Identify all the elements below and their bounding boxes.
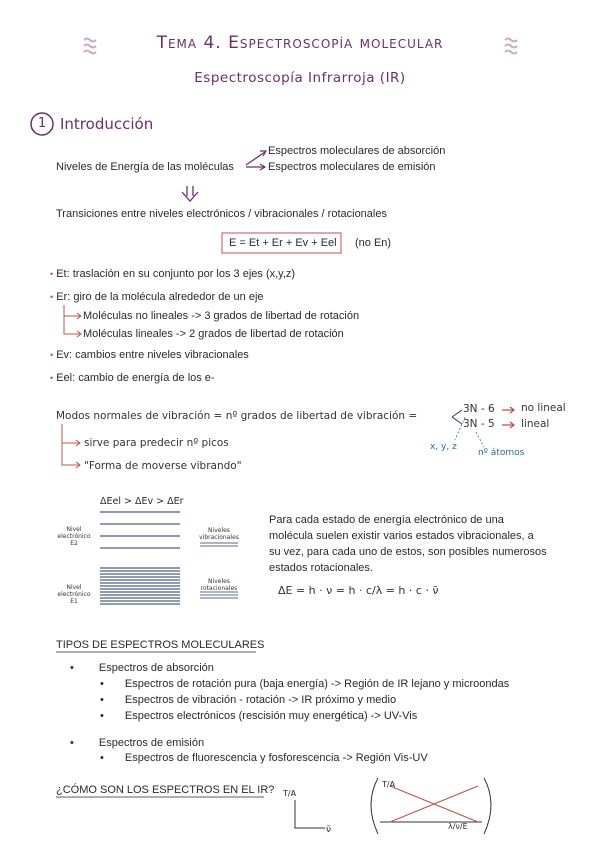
energy-levels-e1 [100, 568, 180, 604]
branch-arrows [246, 151, 266, 170]
modes-sub-arrows [62, 424, 80, 468]
modes-nonlinear: 3N - 6 [463, 403, 495, 415]
modes-nonlinear-label: no lineal [521, 402, 566, 414]
ir-axis-x-1: ν̄ [326, 825, 332, 835]
er-sub-arrows [64, 305, 81, 337]
double-down-arrow [182, 186, 198, 201]
bullet-ev-text: Ev: cambios entre niveles vibracionales [56, 349, 249, 361]
abs-subitem-text: Espectros de rotación pura (baja energía) -> Región de IR lejano y microondas [124, 678, 510, 690]
emi-subitem-text: Espectros de fluorescencia y fosforescencia -> Región Vis-UV [124, 752, 428, 764]
ir-heading: ¿CÓMO SON LOS ESPECTROS EN EL IR? [56, 784, 275, 796]
abs-subitem [100, 694, 396, 706]
xyz-note: x, y, z [430, 442, 457, 452]
modes-linear: 3N - 5 [463, 418, 495, 430]
ir-axis-x-2: λ/ν/E [448, 822, 468, 831]
emission-item [70, 737, 204, 749]
label-vib: Niveles vibracionales [199, 527, 239, 541]
modes-sub-peaks: sirve para predecir nº picos [84, 437, 229, 449]
modes-sub-shape: "Forma de moverse vibrando" [84, 460, 242, 472]
modes-linear-label: lineal [521, 418, 550, 430]
label-e2: Nivel electrónico E2 [57, 526, 91, 547]
paragraph-line-1: Para cada estado de energía electrónico de una [269, 514, 504, 526]
bullet-dot: • [100, 710, 104, 722]
levels-label: Niveles de Energía de las moléculas [56, 161, 234, 173]
bullet-et [50, 268, 295, 280]
bullet-dot: • [50, 350, 54, 360]
er-sub-linear: Moléculas lineales -> 2 grados de libertad de rotación [83, 328, 344, 340]
transitions-text: Transiciones entre niveles electrónicos / vibracionales / rotacionales [56, 208, 387, 220]
er-sub-nonlinear: Moléculas no lineales -> 3 grados de libertad de rotación [83, 310, 360, 322]
bullet-er-text: Er: giro de la molécula alrededor de un eje [56, 291, 264, 303]
section-title: Introducción [60, 115, 154, 133]
bullet-dot: • [70, 737, 74, 749]
emission-text: Espectros de emisión [98, 737, 205, 749]
page-title: Tema 4. Espectroscopía molecular [156, 33, 444, 53]
bullet-et-text: Et: traslación en su conjunto por los 3 ejes (x,y,z) [56, 268, 296, 280]
label-rot: Niveles rotacionales [200, 578, 238, 592]
label-e1: Nivel electrónico E1 [57, 584, 91, 605]
abs-subitem [100, 710, 417, 722]
abs-subitem-text: Espectros de vibración - rotación -> IR próximo y medio [124, 694, 397, 706]
emi-subitem [100, 752, 428, 764]
paragraph-line-3: su vez, para cada uno de estos, son posibles numerosos [269, 546, 547, 558]
absorption-text: Espectros de absorción [98, 662, 214, 674]
bullet-ev [50, 349, 249, 361]
ir-axis-y-2: T/A [382, 780, 396, 789]
atoms-note: nº átomos [478, 448, 525, 458]
abs-subitem-text: Espectros electrónicos (rescisión muy energética) -> UV-Vis [124, 710, 418, 722]
bullet-dot: • [50, 292, 54, 302]
energy-equation: E = Et + Er + Ev + Eel [229, 237, 337, 249]
bullet-eel [50, 372, 215, 384]
equation-note: (no En) [355, 237, 392, 249]
modes-brace [452, 410, 462, 424]
branch-absorption: Espectros moleculares de absorción [268, 145, 446, 157]
energy-levels-e2 [100, 512, 180, 548]
bullet-dot: • [50, 269, 54, 279]
bullet-dot: • [100, 752, 104, 764]
modes-line: Modos normales de vibración = nº grados de libertad de vibración = [56, 410, 418, 422]
types-heading: TIPOS DE ESPECTROS MOLECULARES [56, 639, 265, 651]
absorption-item [70, 662, 214, 674]
paragraph-line-4: estados rotacionales. [269, 562, 373, 574]
bullet-dot: • [50, 373, 54, 383]
bullet-eel-text: Eel: cambio de energía de los e- [56, 372, 215, 384]
section-number: 1 [38, 116, 47, 131]
bullet-dot: • [70, 662, 74, 674]
modes-result-arrows [502, 407, 514, 428]
ir-axis-y-1: T/A [283, 789, 297, 798]
delta-e-formula: ΔE = h · ν = h · c/λ = h · c · ν̄ [278, 584, 439, 597]
bullet-dot: • [100, 678, 104, 690]
bullet-dot: • [100, 694, 104, 706]
page-subtitle: Espectroscopía Infrarroja (IR) [194, 70, 406, 86]
bullet-er [50, 291, 264, 303]
ir-sketch-axes-1 [295, 800, 325, 828]
abs-subitem [100, 678, 509, 690]
branch-emission: Espectros moleculares de emisión [268, 161, 436, 173]
energy-order: ΔEel > ΔEv > ΔEr [100, 496, 184, 507]
paragraph-line-2: molécula suelen existir varios estados vibracionales, a [269, 530, 534, 542]
